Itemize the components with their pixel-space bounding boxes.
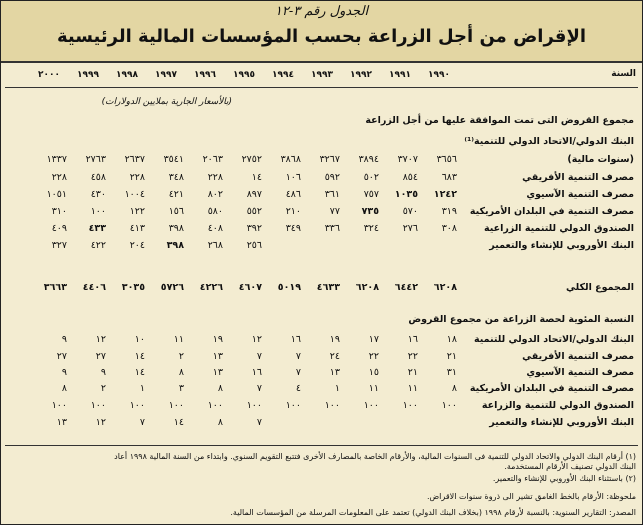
year-cell: ١٩٩٨ (116, 70, 138, 80)
table-row (1, 417, 642, 430)
year-cell: ١٩٩٥ (233, 70, 255, 80)
value-cell: ١٠٠ (129, 400, 145, 411)
value-cell: ٦٤٤٢ (394, 282, 418, 293)
value-cell: ٤٣٣ (88, 223, 106, 234)
value-cell: ٣١ (446, 367, 457, 378)
value-cell: ١١ (407, 383, 418, 394)
value-cell: ١٩ (212, 334, 223, 345)
value-cell: ٣٢٧ (51, 240, 67, 251)
table-number: الجدول رقم ٣-١٢ (274, 4, 369, 19)
value-cell: ٣ (178, 383, 184, 394)
wb-label-line1: البنك الدولي/الاتحاد الدولي للتنمية⁽¹⁾ (464, 136, 634, 147)
value-cell: ٦٢٠٨ (355, 282, 379, 293)
value-cell: ١٣ (329, 367, 340, 378)
value-cell: ٤٨٦ (285, 189, 301, 200)
table-row (1, 240, 642, 253)
value-cell: ٩ (61, 334, 67, 345)
table-row (1, 383, 642, 396)
row-label: المجموع الكلي (566, 282, 634, 293)
section1-heading: مجموع القروض التى تمت الموافقة عليها من أجل الزراعة (365, 115, 634, 126)
row-label: مصرف التنمية في البلدان الأمريكية (469, 383, 634, 394)
value-cell: ١٠٠ (90, 206, 106, 217)
value-cell: ٢٢ (368, 351, 379, 362)
value-cell: ١٦ (251, 367, 262, 378)
value-cell: ١٠٠ (363, 400, 379, 411)
value-cell: ١٣ (56, 417, 67, 428)
value-cell: ٥٨٠ (207, 206, 223, 217)
value-cell: ٨٥٤ (402, 172, 418, 183)
value-cell: ٨ (451, 383, 457, 394)
value-cell: ١٠٠ (51, 400, 67, 411)
footnote-2: (٢) باستثناء البنك الأوروبي للإنشاء والتعمير. (492, 474, 636, 483)
year-cell: ١٩٩٣ (311, 70, 333, 80)
value-cell: ٥٥٢ (246, 206, 262, 217)
year-cell: ٢٠٠٠ (38, 70, 60, 80)
row-label: مصرف التنمية في البلدان الأمريكية (469, 206, 634, 217)
value-cell: ١٤ (251, 172, 262, 183)
total-row (1, 282, 642, 295)
value-cell: ١٠٠ (246, 400, 262, 411)
value-cell: ٧ (295, 351, 301, 362)
value-cell: ١٤ (173, 417, 184, 428)
value-cell: ٢١٠ (285, 206, 301, 217)
value-cell: ٤١٣ (129, 223, 145, 234)
year-cell: ١٩٩١ (389, 70, 411, 80)
value-cell: ١٤ (134, 367, 145, 378)
value-cell: ١٤ (134, 351, 145, 362)
value-cell: ١٢٢ (129, 206, 145, 217)
value-cell: ٢٤ (329, 351, 340, 362)
value-cell: ٥٩٢ (324, 172, 340, 183)
value-cell: ١٠٠ (402, 400, 418, 411)
remark-note: ملحوظة: الأرقام بالخط الغامق تشير الى ذروة سنوات الاقراض. (426, 492, 636, 501)
table-row (1, 351, 642, 364)
value-cell: ٣٨٦٨ (280, 154, 301, 165)
value-cell: ٢٥٦ (246, 240, 262, 251)
value-cell: ١٠ (134, 334, 145, 345)
value-cell: ٤٢٢٦ (199, 282, 223, 293)
table-row (1, 334, 642, 347)
value-cell: ١٢ (95, 417, 106, 428)
value-cell: ٤٥٨ (90, 172, 106, 183)
table-row (1, 154, 642, 167)
value-cell: ٩ (61, 367, 67, 378)
value-cell: ١١ (173, 334, 184, 345)
row-label: مصرف التنمية الأفريقي (522, 172, 634, 183)
value-cell: ٢٧ (56, 351, 67, 362)
value-cell: ١٧ (368, 334, 379, 345)
value-cell: ٥٠٢ (363, 172, 379, 183)
value-cell: ٣٧٠٧ (397, 154, 418, 165)
table-title: الإقراض من أجل الزراعة بحسب المؤسسات المالية الرئيسية (56, 26, 587, 47)
value-cell: ١ (334, 383, 340, 394)
value-cell: ٤٠٨ (207, 223, 223, 234)
value-cell: ١٠٠ (168, 400, 184, 411)
value-cell: ١ (139, 383, 145, 394)
year-cell: ١٩٩٠ (428, 70, 450, 80)
value-cell: ٢١ (407, 367, 418, 378)
footnote-1-line1: (١) أرقام البنك الدولي والاتحاد الدولي للتنمية فى السنوات المالية، والأرقام الخاصة بالمصارف الأخرى فتتبع التقويم السنوي. وابتداء من السنة المالية ١٩٩٨ أعاد (114, 452, 636, 461)
value-cell: ٨ (178, 367, 184, 378)
value-cell: ٧٣٥ (361, 206, 379, 217)
row-label: البنك الدولي/الاتحاد الدولي للتنمية (473, 334, 634, 345)
value-cell: ٨ (217, 417, 223, 428)
value-cell: ٢ (100, 383, 106, 394)
value-cell: ٤٢١ (168, 189, 184, 200)
value-cell: ٢٧ (95, 351, 106, 362)
value-cell: ١٣٣٧ (46, 154, 67, 165)
value-cell: ١٥٦ (168, 206, 184, 217)
table-row (1, 223, 642, 236)
value-cell: ٣٥٤١ (163, 154, 184, 165)
row-label: مصرف التنمية الآسيوي (526, 367, 634, 378)
row-label: الصندوق الدولي للتنمية الزراعية (483, 223, 634, 234)
value-cell: ١٠٠ (441, 400, 457, 411)
value-cell: ١٠٦ (285, 172, 301, 183)
value-cell: ١٦ (290, 334, 301, 345)
value-cell: ٢٢٨ (129, 172, 145, 183)
year-header-row (1, 67, 642, 85)
value-cell: ٧ (139, 417, 145, 428)
table-row (1, 400, 642, 413)
value-cell: ١٠٠٤ (124, 189, 145, 200)
value-cell: ١٥ (368, 367, 379, 378)
value-cell: ٣٦٥٦ (436, 154, 457, 165)
table-row (1, 367, 642, 380)
value-cell: ٤٠٩ (51, 223, 67, 234)
value-cell: ٢٢ (407, 351, 418, 362)
year-cell: ١٩٩٩ (77, 70, 99, 80)
value-cell: ١٠٠ (90, 400, 106, 411)
value-cell: ٨٩٧ (246, 189, 262, 200)
wb-label-line2: (سنوات مالية) (567, 154, 634, 165)
value-cell: ٣٢٦٧ (319, 154, 340, 165)
value-cell: ٣٤٩ (285, 223, 301, 234)
value-cell: ٢٦٨ (207, 240, 223, 251)
section2-heading: النسبة المئوية لحصة الزراعة من مجموع القروض (408, 314, 634, 325)
value-cell: ٢٠٦٣ (202, 154, 223, 165)
year-cell: ١٩٩٢ (350, 70, 372, 80)
value-cell: ١٠٠ (285, 400, 301, 411)
value-cell: ١٣ (212, 367, 223, 378)
source-note: المصدر: التقارير السنوية: بالنسبة لأرقام ١٩٩٨ (بخلاف البنك الدولي) تعتمد على المعلومات المرسلة من المؤسسات المالية. (230, 508, 636, 517)
row-label: مصرف التنمية الآسيوي (526, 189, 634, 200)
value-cell: ٣٤٨ (168, 172, 184, 183)
value-cell: ٣٠٣٥ (121, 282, 145, 293)
table-row (1, 206, 642, 219)
value-cell: ٨٠٢ (207, 189, 223, 200)
value-cell: ٨ (217, 383, 223, 394)
value-cell: ٣٣٦ (324, 223, 340, 234)
value-cell: ١٠٣٥ (394, 189, 418, 200)
value-cell: ١٢ (95, 334, 106, 345)
value-cell: ٧ (256, 383, 262, 394)
currency-note: (بالأسعار الجارية بملايين الدولارات) (101, 97, 232, 107)
footnote-1-line2: البنك الدولي تصنيف الأرقام المستخدمة. (504, 462, 636, 471)
value-cell: ٣٠٨ (441, 223, 457, 234)
value-cell: ١٣ (212, 351, 223, 362)
value-cell: ٧ (295, 367, 301, 378)
value-cell: ٢٧٦ (402, 223, 418, 234)
value-cell: ٢٢٨ (207, 172, 223, 183)
value-cell: ٩ (100, 367, 106, 378)
table-header (1, 1, 642, 63)
value-cell: ١١ (368, 383, 379, 394)
value-cell: ٧٧ (329, 206, 340, 217)
value-cell: ٢٠٤ (129, 240, 145, 251)
value-cell: ٢٦٣٧ (124, 154, 145, 165)
value-cell: ٣١٠ (51, 206, 67, 217)
value-cell: ٢ (178, 351, 184, 362)
value-cell: ٧٥٧ (363, 189, 379, 200)
value-cell: ٣٩٨ (168, 223, 184, 234)
value-cell: ١٩ (329, 334, 340, 345)
value-cell: ٤٣٠ (90, 189, 106, 200)
year-cell: ١٩٩٤ (272, 70, 294, 80)
value-cell: ١٨ (446, 334, 457, 345)
value-cell: ٤٤٠٦ (82, 282, 106, 293)
value-cell: ٨ (61, 383, 67, 394)
value-cell: ٢٧٦٣ (85, 154, 106, 165)
value-cell: ٤٦٠٧ (238, 282, 262, 293)
value-cell: ٧ (256, 417, 262, 428)
value-cell: ٦٨٣ (441, 172, 457, 183)
value-cell: ٣٨٩٤ (358, 154, 379, 165)
value-cell: ٤٦٣٣ (316, 282, 340, 293)
row-label: البنك الأوروبي للإنشاء والتعمير (489, 240, 634, 251)
value-cell: ٣٦١ (324, 189, 340, 200)
notes-divider (5, 445, 638, 446)
value-cell: ٣٦٦٣ (43, 282, 67, 293)
value-cell: ٥٧٢٦ (160, 282, 184, 293)
value-cell: ٢٢٨ (51, 172, 67, 183)
row-label: البنك الأوروبي للإنشاء والتعمير (489, 417, 634, 428)
table-row (1, 189, 642, 202)
table-row (1, 172, 642, 185)
year-divider (5, 87, 638, 88)
year-label: السنة (611, 69, 636, 79)
year-cell: ١٩٩٦ (194, 70, 216, 80)
value-cell: ٣٩٢ (246, 223, 262, 234)
value-cell: ١٠٠ (207, 400, 223, 411)
value-cell: ٣٢٤ (363, 223, 379, 234)
value-cell: ١٦ (407, 334, 418, 345)
value-cell: ١٢٤٢ (433, 189, 457, 200)
value-cell: ٣٩٨ (166, 240, 184, 251)
value-cell: ١٠٠ (324, 400, 340, 411)
value-cell: ٥٧٠ (402, 206, 418, 217)
value-cell: ٦٢٠٨ (433, 282, 457, 293)
value-cell: ١٢ (251, 334, 262, 345)
value-cell: ٢٧٥٢ (241, 154, 262, 165)
value-cell: ٤ (295, 383, 301, 394)
value-cell: ٤٢٢ (90, 240, 106, 251)
row-label: الصندوق الدولي للتنمية والزراعة (481, 400, 634, 411)
value-cell: ٥٠١٩ (277, 282, 301, 293)
row-label: مصرف التنمية الأفريقي (522, 351, 634, 362)
year-cell: ١٩٩٧ (155, 70, 177, 80)
value-cell: ٢١ (446, 351, 457, 362)
value-cell: ٧ (256, 351, 262, 362)
value-cell: ١٠٥١ (46, 189, 67, 200)
value-cell: ٣١٩ (441, 206, 457, 217)
